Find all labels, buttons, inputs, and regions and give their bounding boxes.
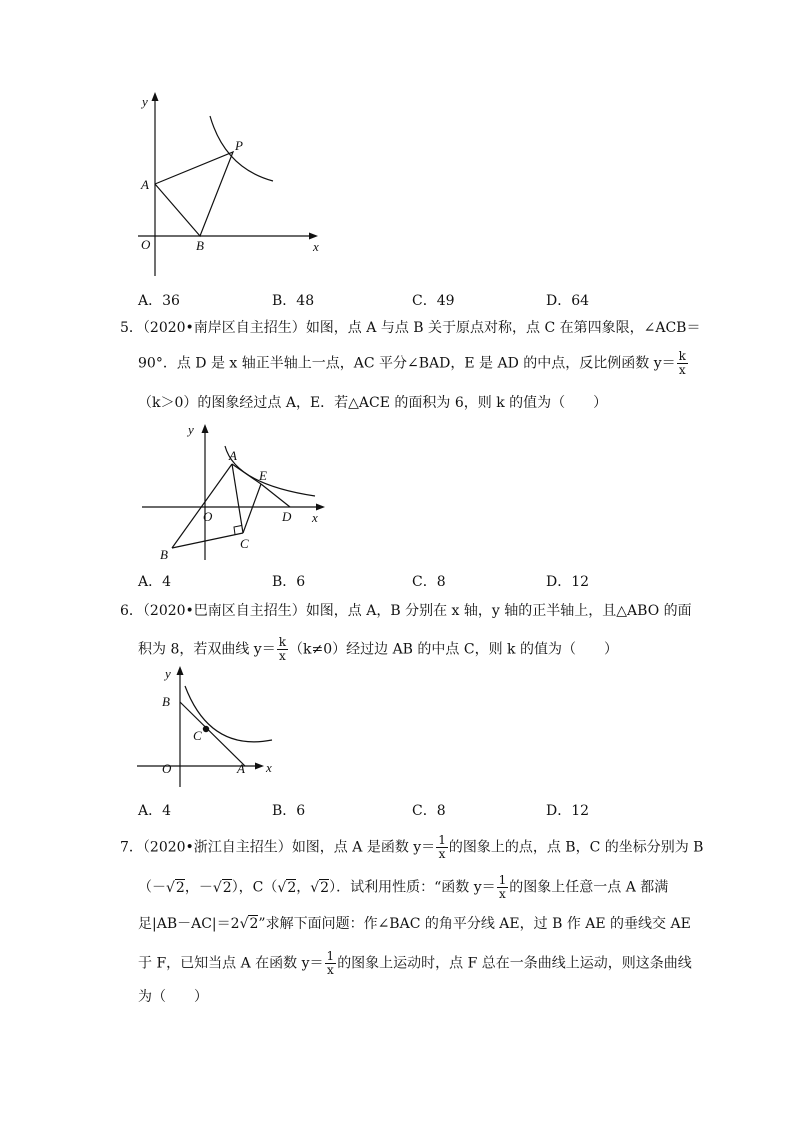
q7-sqrt-1: √2: [166, 879, 185, 896]
q7-text-5: 为（ ）: [138, 989, 208, 1005]
q7-text-1b: 的图象上的点，点 B，C 的坐标分别为 B: [448, 839, 704, 856]
q5-text-2: 90°．点 D 是 x 轴正半轴上一点，AC 平分∠BAD，E 是 AD 的中点，反比例函数 y＝: [138, 355, 676, 372]
q6-label-b: B: [162, 694, 170, 709]
q4-shape: [155, 152, 233, 236]
q5-label-x: x: [312, 510, 318, 525]
q5-y-arrow: [202, 424, 209, 433]
q5-options: [138, 571, 738, 591]
q5-frac-num: k: [678, 349, 686, 363]
q7-sqrt-4-rad: 2: [320, 879, 330, 896]
q5-text-3: （k＞0）的图象经过点 A，E．若△ACE 的面积为 6，则 k 的值为（ ）: [138, 395, 608, 411]
q5-option-d[interactable]: D．12: [546, 574, 590, 590]
q5-label-e: E: [259, 468, 267, 483]
q7-line-3: [138, 914, 691, 934]
q7-text-4a: 于 F，已知当点 A 在函数 y＝: [138, 955, 324, 972]
q7-sqrt-1-rad: 2: [175, 879, 185, 896]
q7-sqrt-3-rad: 2: [287, 879, 297, 896]
q4-label-x: x: [313, 239, 319, 254]
q7-text-2a: （－: [138, 879, 166, 896]
q7-number: 7．: [120, 839, 143, 856]
q5-frac-den: x: [678, 363, 686, 377]
q5-label-c: C: [240, 536, 249, 551]
q7-text-3b: ”求解下面问题：作∠BAC 的角平分线 AE，过 B 作 AE 的垂线交 AE: [258, 916, 691, 932]
q6-option-d[interactable]: D．12: [546, 803, 590, 819]
q5-segment-ae: [232, 464, 261, 484]
q4-label-p: P: [235, 138, 243, 153]
q6-source: （2020•巴南区自主招生）: [142, 603, 306, 619]
q4-option-d[interactable]: D．64: [546, 293, 590, 309]
q7-sqrt-2: √2: [212, 879, 232, 896]
q6-option-b[interactable]: B．6: [272, 803, 306, 819]
q5-label-a: A: [229, 448, 237, 463]
q7-text-2e: ）．试利用性质：“函数 y＝: [329, 879, 496, 896]
q7-sqrt-5: √2: [239, 916, 259, 932]
q5-segment-ac: [232, 464, 243, 533]
q5-line-2: [138, 350, 689, 377]
q6-text-2a: 积为 8，若双曲线 y＝: [138, 641, 276, 658]
q6-line-2: [138, 636, 618, 663]
q6-y-arrow: [177, 666, 184, 675]
q6-point-c: [203, 726, 209, 732]
q6-label-x: x: [266, 760, 272, 775]
q4-y-arrow: [152, 92, 159, 101]
q7-frac-num-1: 1: [438, 833, 446, 847]
q7-text-2d: ，: [296, 879, 311, 896]
q6-text-2b: （k≠0）经过边 AB 的中点 C，则 k 的值为（ ）: [289, 641, 618, 658]
q5-segment-bc: [172, 533, 243, 548]
q4-option-c[interactable]: C．49: [412, 293, 455, 309]
q5-segment-ab: [172, 464, 232, 548]
q6-label-c: C: [193, 728, 202, 743]
q5-line-3: [138, 393, 607, 413]
q6-number: 6．: [120, 603, 143, 619]
q6-segment-ab: [180, 702, 245, 766]
q7-line-5: [138, 987, 208, 1007]
q5-fraction: [677, 350, 688, 377]
q7-sqrt-2-rad: 2: [222, 879, 232, 896]
q5-option-a[interactable]: A．4: [138, 574, 172, 590]
q5-label-d: D: [282, 509, 292, 524]
q6-option-a[interactable]: A．4: [138, 803, 172, 819]
q7-line-1: [120, 834, 703, 861]
q6-label-o: O: [162, 761, 172, 776]
q4-option-b[interactable]: B．48: [272, 293, 315, 309]
q7-sqrt-3: √2: [277, 879, 297, 896]
q5-label-y: y: [188, 422, 194, 437]
q7-fraction-2: [497, 874, 509, 901]
q7-frac-num-2: 1: [498, 873, 507, 887]
q4-figure: [130, 88, 330, 283]
q5-segment-ce: [243, 484, 261, 533]
q5-number: 5．: [120, 320, 143, 336]
q6-option-c[interactable]: C．8: [412, 803, 446, 819]
q4-option-a[interactable]: A．36: [138, 293, 180, 309]
q7-frac-den-1: x: [438, 847, 446, 861]
q7-line-2: [138, 874, 668, 901]
q7-frac-num-3: 1: [326, 949, 335, 963]
q6-x-arrow: [255, 763, 264, 770]
q4-label-b: B: [196, 238, 204, 253]
q7-fraction-3: [325, 950, 337, 977]
q6-text-1: 如图，点 A，B 分别在 x 轴，y 轴的正半轴上，且△ABO 的面: [305, 603, 692, 619]
q7-frac-den-3: x: [326, 963, 334, 977]
q7-text-2f: 的图象上任意一点 A 都满: [509, 879, 669, 896]
q5-option-c[interactable]: C．8: [412, 574, 446, 590]
q6-figure: [135, 662, 295, 792]
q7-text-4b: 的图象上运动时，点 F 总在一条曲线上运动，则这条曲线: [337, 955, 692, 972]
q5-line-1: [120, 318, 700, 338]
q5-source: （2020•南岸区自主招生）: [142, 320, 306, 336]
q7-frac-den-2: x: [499, 887, 506, 901]
q4-label-y: y: [142, 94, 148, 109]
q6-label-a: A: [237, 761, 245, 776]
q5-figure: [140, 420, 340, 565]
q7-text-2c: ），C（: [231, 879, 278, 896]
q7-fraction-1: [436, 834, 448, 861]
q5-option-b[interactable]: B．6: [272, 574, 306, 590]
q4-options: [138, 290, 738, 310]
q5-curve: [225, 446, 315, 496]
q6-line-1: [120, 601, 692, 621]
q7-sqrt-4: √2: [310, 879, 330, 896]
q7-source: （2020•浙江自主招生）: [142, 839, 292, 856]
q6-fraction: [277, 636, 288, 663]
q6-frac-den: x: [278, 649, 286, 663]
q6-label-y: y: [165, 666, 171, 681]
q7-text-2b: ，－: [184, 879, 213, 896]
q5-label-o: O: [203, 509, 213, 524]
q6-options: [138, 800, 738, 820]
q7-sqrt-5-rad: 2: [249, 916, 259, 932]
q7-text-3a: 足|AB－AC|＝2: [138, 916, 240, 932]
q6-frac-num: k: [278, 635, 286, 649]
q4-label-a: A: [141, 177, 149, 192]
q7-text-1a: 如图，点 A 是函数 y＝: [291, 839, 436, 856]
q7-line-4: [138, 950, 692, 977]
q5-text-1: 如图，点 A 与点 B 关于原点对称，点 C 在第四象限，∠ACB＝: [305, 320, 701, 336]
q4-label-o: O: [141, 237, 151, 252]
q5-label-b: B: [160, 547, 168, 562]
